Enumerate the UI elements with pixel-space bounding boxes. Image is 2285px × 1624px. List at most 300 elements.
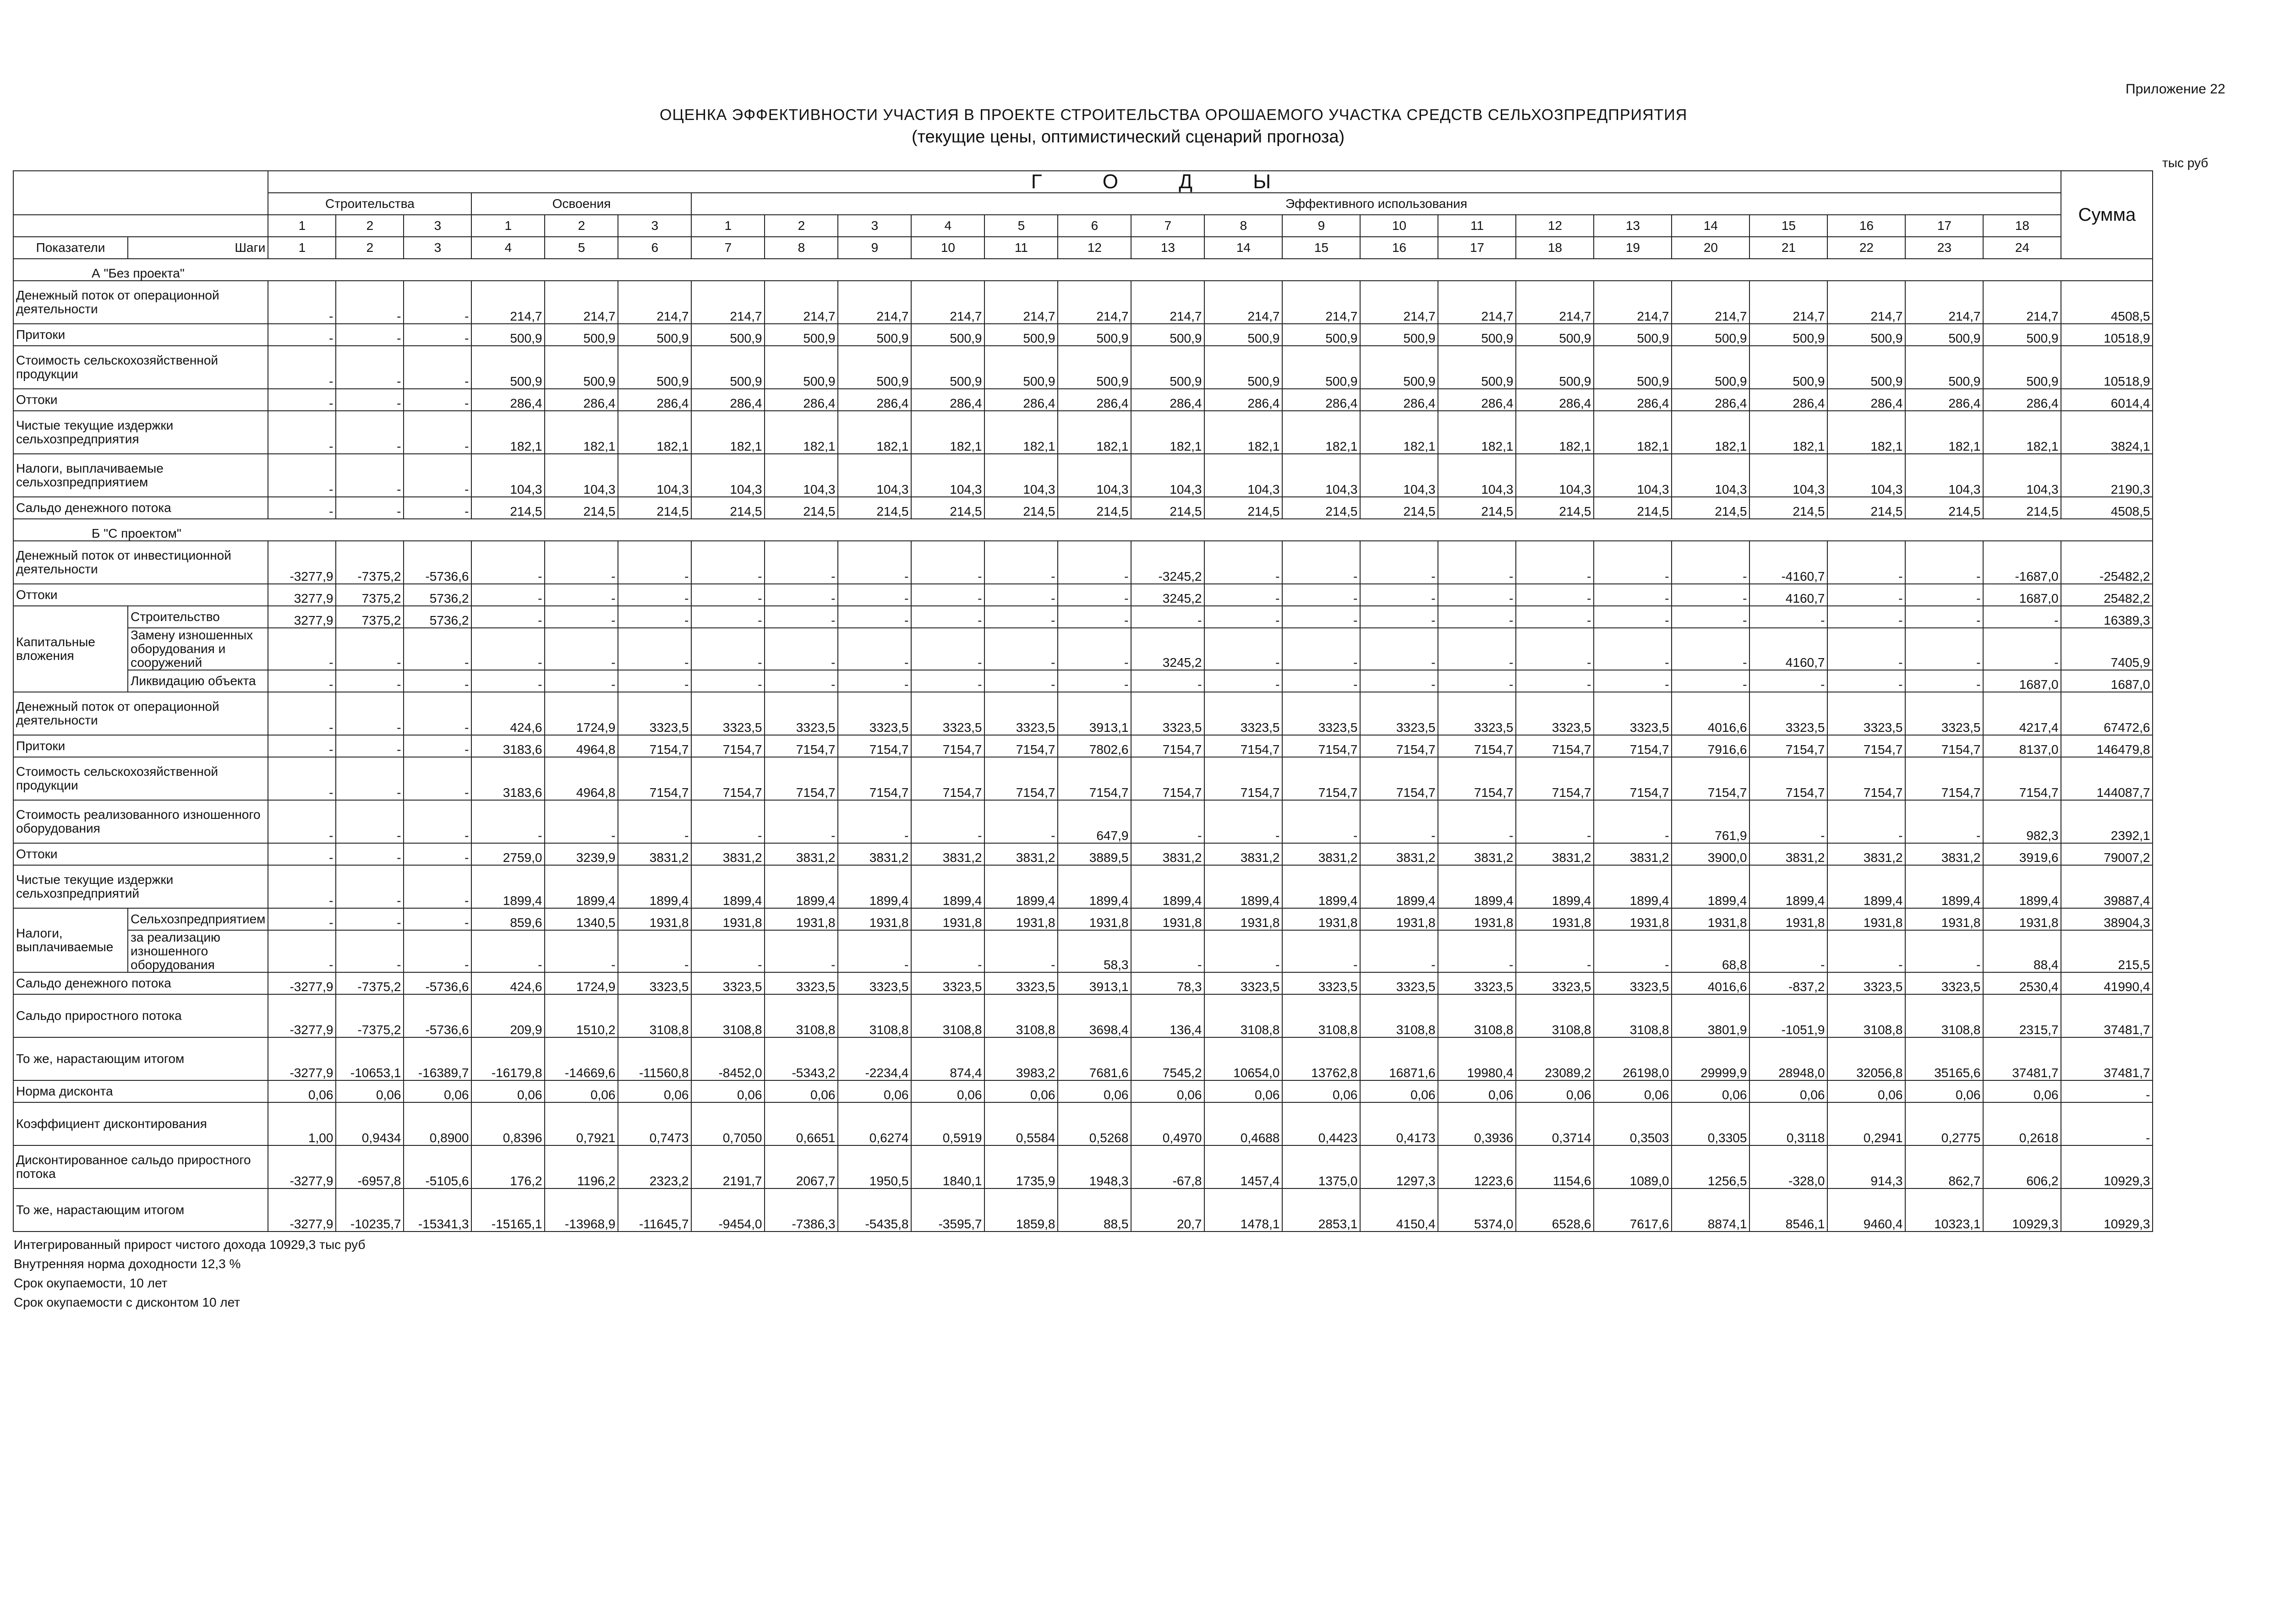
value-cell: 2759,0 xyxy=(471,843,545,865)
value-cell: 104,3 xyxy=(838,454,911,497)
step-number: 20 xyxy=(1672,237,1749,259)
value-cell: 7154,7 xyxy=(1360,757,1438,800)
value-cell: 1724,9 xyxy=(545,972,618,994)
value-cell: 286,4 xyxy=(1204,389,1282,411)
value-cell: -16179,8 xyxy=(471,1037,545,1080)
value-cell: 182,1 xyxy=(1204,411,1282,454)
value-cell: - xyxy=(471,541,545,584)
phase-year: 3 xyxy=(618,215,691,237)
value-cell: 286,4 xyxy=(691,389,765,411)
value-cell: 4150,4 xyxy=(1360,1188,1438,1232)
value-cell: 10654,0 xyxy=(1204,1037,1282,1080)
value-cell: 7154,7 xyxy=(691,735,765,757)
table-row xyxy=(13,994,2153,1037)
value-cell: - xyxy=(1672,584,1749,606)
value-cell: - xyxy=(268,346,336,389)
value-cell: - xyxy=(1827,800,1905,843)
value-cell: -11560,8 xyxy=(618,1037,691,1080)
sum-cell: 79007,2 xyxy=(2061,843,2153,865)
value-cell: 1687,0 xyxy=(1983,670,2061,692)
value-cell: 1931,8 xyxy=(911,908,984,930)
value-cell: 4964,8 xyxy=(545,757,618,800)
value-cell: 3108,8 xyxy=(1204,994,1282,1037)
value-cell: 0,2775 xyxy=(1905,1102,1983,1145)
value-cell: - xyxy=(1983,606,2061,628)
value-cell: 1,00 xyxy=(268,1102,336,1145)
table-row xyxy=(13,1080,2153,1102)
value-cell: 13762,8 xyxy=(1282,1037,1360,1080)
value-cell: - xyxy=(404,324,471,346)
value-cell: - xyxy=(336,497,404,519)
value-cell: 214,7 xyxy=(1058,281,1131,324)
value-cell: - xyxy=(838,628,911,670)
value-cell: - xyxy=(1516,628,1594,670)
value-cell: 214,5 xyxy=(1672,497,1749,519)
value-cell: 424,6 xyxy=(471,692,545,735)
row-sub-label: Ликвидацию объекта xyxy=(128,670,268,692)
row-label: Сальдо приростного потока xyxy=(13,994,268,1037)
value-cell: 1931,8 xyxy=(984,908,1058,930)
value-cell: 214,5 xyxy=(1905,497,1983,519)
value-cell: 1931,8 xyxy=(1282,908,1360,930)
value-cell: 500,9 xyxy=(1131,346,1204,389)
value-cell: 214,5 xyxy=(1827,497,1905,519)
value-cell: 214,7 xyxy=(1905,281,1983,324)
value-cell: 1899,4 xyxy=(1516,865,1594,908)
footer-note: Внутренняя норма доходности 12,3 % xyxy=(14,1257,241,1271)
value-cell: - xyxy=(618,584,691,606)
value-cell: - xyxy=(404,930,471,972)
value-cell: 182,1 xyxy=(618,411,691,454)
sum-cell: 1687,0 xyxy=(2061,670,2153,692)
value-cell: 3323,5 xyxy=(765,972,838,994)
value-cell: -5736,6 xyxy=(404,541,471,584)
value-cell: 1931,8 xyxy=(1983,908,2061,930)
value-cell: - xyxy=(336,735,404,757)
value-cell: 5736,2 xyxy=(404,606,471,628)
value-cell: - xyxy=(911,541,984,584)
value-cell: -11645,7 xyxy=(618,1188,691,1232)
value-cell: - xyxy=(1282,670,1360,692)
value-cell: 286,4 xyxy=(1131,389,1204,411)
value-cell: 3831,2 xyxy=(1594,843,1672,865)
value-cell: 104,3 xyxy=(1204,454,1282,497)
table-row xyxy=(13,843,2153,865)
header-row-steps xyxy=(13,237,2153,259)
value-cell: - xyxy=(268,930,336,972)
value-cell: - xyxy=(268,800,336,843)
value-cell: 214,5 xyxy=(1516,497,1594,519)
value-cell: - xyxy=(1360,606,1438,628)
value-cell: 7154,7 xyxy=(1516,757,1594,800)
efficiency-table xyxy=(13,170,2153,1232)
phase-year: 10 xyxy=(1360,215,1438,237)
phase-year: 7 xyxy=(1131,215,1204,237)
value-cell: - xyxy=(471,800,545,843)
value-cell: - xyxy=(1438,670,1516,692)
value-cell: 500,9 xyxy=(984,346,1058,389)
value-cell: 214,7 xyxy=(691,281,765,324)
value-cell: 32056,8 xyxy=(1827,1037,1905,1080)
value-cell: - xyxy=(268,281,336,324)
table-row xyxy=(13,497,2153,519)
value-cell: 0,06 xyxy=(1749,1080,1827,1102)
header-row-phase-years xyxy=(13,215,2153,237)
value-cell: -7375,2 xyxy=(336,541,404,584)
value-cell: 214,7 xyxy=(765,281,838,324)
value-cell: 28948,0 xyxy=(1749,1037,1827,1080)
value-cell: - xyxy=(1672,541,1749,584)
value-cell: 7154,7 xyxy=(1058,757,1131,800)
value-cell: 7154,7 xyxy=(765,757,838,800)
value-cell: 182,1 xyxy=(1360,411,1438,454)
value-cell: 1931,8 xyxy=(1672,908,1749,930)
step-number: 4 xyxy=(471,237,545,259)
step-number: 6 xyxy=(618,237,691,259)
value-cell: 3831,2 xyxy=(911,843,984,865)
value-cell: - xyxy=(1438,606,1516,628)
sum-cell: 3824,1 xyxy=(2061,411,2153,454)
value-cell: 3831,2 xyxy=(1131,843,1204,865)
value-cell: 3831,2 xyxy=(1516,843,1594,865)
value-cell: 500,9 xyxy=(1594,346,1672,389)
indicators-header: Показатели xyxy=(13,237,128,259)
value-cell: 3108,8 xyxy=(1905,994,1983,1037)
value-cell: - xyxy=(1672,606,1749,628)
value-cell: 3889,5 xyxy=(1058,843,1131,865)
value-cell: - xyxy=(1905,606,1983,628)
value-cell: - xyxy=(1905,800,1983,843)
value-cell: 1478,1 xyxy=(1204,1188,1282,1232)
value-cell: 3831,2 xyxy=(1438,843,1516,865)
value-cell: 3831,2 xyxy=(1749,843,1827,865)
value-cell: 3913,1 xyxy=(1058,692,1131,735)
step-number: 5 xyxy=(545,237,618,259)
value-cell: 16871,6 xyxy=(1360,1037,1438,1080)
value-cell: 0,2941 xyxy=(1827,1102,1905,1145)
step-number: 19 xyxy=(1594,237,1672,259)
value-cell: 209,9 xyxy=(471,994,545,1037)
value-cell: 3323,5 xyxy=(984,692,1058,735)
row-label: Коэффициент дисконтирования xyxy=(13,1102,268,1145)
value-cell: - xyxy=(1516,670,1594,692)
value-cell: 0,8396 xyxy=(471,1102,545,1145)
value-cell: - xyxy=(404,757,471,800)
value-cell: -3277,9 xyxy=(268,1145,336,1188)
value-cell: 3108,8 xyxy=(1827,994,1905,1037)
footer-note: Срок окупаемости, 10 лет xyxy=(14,1276,168,1290)
value-cell: 8874,1 xyxy=(1672,1188,1749,1232)
value-cell: - xyxy=(618,800,691,843)
value-cell: - xyxy=(1672,628,1749,670)
value-cell: -1687,0 xyxy=(1983,541,2061,584)
value-cell: 214,7 xyxy=(838,281,911,324)
value-cell: - xyxy=(404,800,471,843)
value-cell: 1931,8 xyxy=(1438,908,1516,930)
row-label: Оттоки xyxy=(13,843,268,865)
value-cell: 0,06 xyxy=(1827,1080,1905,1102)
value-cell: -5435,8 xyxy=(838,1188,911,1232)
value-cell: 1931,8 xyxy=(1905,908,1983,930)
value-cell: 3323,5 xyxy=(691,972,765,994)
value-cell: 1899,4 xyxy=(1058,865,1131,908)
phase-year: 11 xyxy=(1438,215,1516,237)
value-cell: 0,06 xyxy=(471,1080,545,1102)
value-cell: - xyxy=(545,541,618,584)
value-cell: 0,4173 xyxy=(1360,1102,1438,1145)
value-cell: 0,06 xyxy=(911,1080,984,1102)
step-number: 11 xyxy=(984,237,1058,259)
value-cell: 182,1 xyxy=(838,411,911,454)
phase-year: 12 xyxy=(1516,215,1594,237)
value-cell: 0,06 xyxy=(765,1080,838,1102)
value-cell: 3831,2 xyxy=(1204,843,1282,865)
value-cell: 7154,7 xyxy=(984,757,1058,800)
header-blank xyxy=(13,215,268,237)
value-cell: 7154,7 xyxy=(1131,757,1204,800)
value-cell: - xyxy=(1827,584,1905,606)
value-cell: 3831,2 xyxy=(1905,843,1983,865)
value-cell: 500,9 xyxy=(545,324,618,346)
phase-year: 1 xyxy=(268,215,336,237)
value-cell: - xyxy=(1282,541,1360,584)
header-row-years xyxy=(13,171,2153,193)
value-cell: 7375,2 xyxy=(336,606,404,628)
value-cell: 29999,9 xyxy=(1672,1037,1749,1080)
value-cell: 424,6 xyxy=(471,972,545,994)
sum-cell: 16389,3 xyxy=(2061,606,2153,628)
step-number: 2 xyxy=(336,237,404,259)
value-cell: 7154,7 xyxy=(1516,735,1594,757)
step-number: 15 xyxy=(1282,237,1360,259)
value-cell: 214,5 xyxy=(691,497,765,519)
value-cell: 286,4 xyxy=(1516,389,1594,411)
value-cell: 1948,3 xyxy=(1058,1145,1131,1188)
value-cell: 7154,7 xyxy=(1282,757,1360,800)
value-cell: - xyxy=(268,389,336,411)
value-cell: 500,9 xyxy=(1282,346,1360,389)
row-sub-label: Строительство xyxy=(128,606,268,628)
value-cell: 500,9 xyxy=(1905,346,1983,389)
value-cell: 214,5 xyxy=(1131,497,1204,519)
value-cell: 3323,5 xyxy=(1905,692,1983,735)
value-cell: 1899,4 xyxy=(1827,865,1905,908)
value-cell: - xyxy=(336,670,404,692)
row-label: Стоимость сельскохозяйственной продукции xyxy=(13,346,268,389)
phase-year: 15 xyxy=(1749,215,1827,237)
value-cell: 1950,5 xyxy=(838,1145,911,1188)
value-cell: - xyxy=(1594,628,1672,670)
value-cell: 104,3 xyxy=(545,454,618,497)
value-cell: - xyxy=(618,628,691,670)
value-cell: 500,9 xyxy=(1360,324,1438,346)
value-cell: 500,9 xyxy=(1282,324,1360,346)
steps-header: Шаги xyxy=(128,237,268,259)
value-cell: 3277,9 xyxy=(268,606,336,628)
value-cell: 182,1 xyxy=(1672,411,1749,454)
value-cell: 2315,7 xyxy=(1983,994,2061,1037)
value-cell: 214,7 xyxy=(1131,281,1204,324)
value-cell: - xyxy=(268,757,336,800)
value-cell: 214,7 xyxy=(1204,281,1282,324)
value-cell: - xyxy=(1827,670,1905,692)
value-cell: 0,5584 xyxy=(984,1102,1058,1145)
value-cell: - xyxy=(471,584,545,606)
value-cell: 3108,8 xyxy=(838,994,911,1037)
value-cell: 4016,6 xyxy=(1672,972,1749,994)
value-cell: - xyxy=(1516,800,1594,843)
section-without-project xyxy=(13,259,2153,281)
value-cell: -3277,9 xyxy=(268,1188,336,1232)
value-cell: 104,3 xyxy=(1131,454,1204,497)
sum-cell: 38904,3 xyxy=(2061,908,2153,930)
value-cell: -5343,2 xyxy=(765,1037,838,1080)
value-cell: 3900,0 xyxy=(1672,843,1749,865)
value-cell: 1899,4 xyxy=(471,865,545,908)
value-cell: 0,06 xyxy=(1905,1080,1983,1102)
value-cell: 3323,5 xyxy=(1827,692,1905,735)
value-cell: 3919,6 xyxy=(1983,843,2061,865)
value-cell: - xyxy=(404,454,471,497)
phase-year: 4 xyxy=(911,215,984,237)
value-cell: 214,7 xyxy=(618,281,691,324)
value-cell: -8452,0 xyxy=(691,1037,765,1080)
value-cell: - xyxy=(1360,800,1438,843)
phase-year: 9 xyxy=(1282,215,1360,237)
value-cell: 1931,8 xyxy=(1058,908,1131,930)
value-cell: 3323,5 xyxy=(1749,692,1827,735)
sum-cell: 37481,7 xyxy=(2061,1037,2153,1080)
value-cell: 37481,7 xyxy=(1983,1037,2061,1080)
value-cell: 7154,7 xyxy=(911,757,984,800)
value-cell: 7154,7 xyxy=(1594,735,1672,757)
value-cell: 182,1 xyxy=(545,411,618,454)
value-cell: 3239,9 xyxy=(545,843,618,865)
value-cell: 7154,7 xyxy=(1749,735,1827,757)
value-cell: -3245,2 xyxy=(1131,541,1204,584)
value-cell: 1899,4 xyxy=(545,865,618,908)
value-cell: - xyxy=(1905,584,1983,606)
value-cell: 500,9 xyxy=(471,324,545,346)
value-cell: - xyxy=(765,584,838,606)
table-row xyxy=(13,1037,2153,1080)
value-cell: 7154,7 xyxy=(1131,735,1204,757)
value-cell: 2530,4 xyxy=(1983,972,2061,994)
row-label: Чистые текущие издержки сельхозпредприятия xyxy=(13,411,268,454)
value-cell: 214,5 xyxy=(1204,497,1282,519)
value-cell: - xyxy=(268,670,336,692)
value-cell: 8546,1 xyxy=(1749,1188,1827,1232)
value-cell: - xyxy=(268,908,336,930)
value-cell: 1089,0 xyxy=(1594,1145,1672,1188)
value-cell: - xyxy=(838,606,911,628)
value-cell: 286,4 xyxy=(1905,389,1983,411)
value-cell: 0,7473 xyxy=(618,1102,691,1145)
table-row xyxy=(13,972,2153,994)
value-cell: - xyxy=(984,606,1058,628)
value-cell: - xyxy=(911,670,984,692)
value-cell: - xyxy=(691,541,765,584)
value-cell: - xyxy=(404,908,471,930)
value-cell: 500,9 xyxy=(1983,346,2061,389)
document-title: ОЦЕНКА ЭФФЕКТИВНОСТИ УЧАСТИЯ В ПРОЕКТЕ СТРОИТЕЛЬСТВА ОРОШАЕМОГО УЧАСТКА СРЕДСТВ СЕЛЬХОЗПРЕДПРИЯТИЯ xyxy=(660,106,1688,124)
value-cell: 2191,7 xyxy=(691,1145,765,1188)
phase-construction: Строительства xyxy=(268,193,471,215)
value-cell: 500,9 xyxy=(1827,324,1905,346)
value-cell: 500,9 xyxy=(1438,346,1516,389)
value-cell: 7154,7 xyxy=(691,757,765,800)
value-cell: -2234,4 xyxy=(838,1037,911,1080)
value-cell: - xyxy=(765,800,838,843)
value-cell: 500,9 xyxy=(1672,346,1749,389)
value-cell: 3183,6 xyxy=(471,735,545,757)
value-cell: 0,9434 xyxy=(336,1102,404,1145)
value-cell: - xyxy=(336,930,404,972)
value-cell: 214,7 xyxy=(1360,281,1438,324)
value-cell: 1297,3 xyxy=(1360,1145,1438,1188)
table-row xyxy=(13,628,2153,670)
value-cell: 500,9 xyxy=(618,346,691,389)
value-cell: - xyxy=(545,628,618,670)
value-cell: - xyxy=(404,411,471,454)
value-cell: 500,9 xyxy=(691,324,765,346)
value-cell: -1051,9 xyxy=(1749,994,1827,1037)
value-cell: 3323,5 xyxy=(838,692,911,735)
value-cell: 104,3 xyxy=(911,454,984,497)
value-cell: - xyxy=(1204,930,1282,972)
value-cell: 862,7 xyxy=(1905,1145,1983,1188)
value-cell: - xyxy=(1058,584,1131,606)
value-cell: 182,1 xyxy=(471,411,545,454)
row-label: То же, нарастающим итогом xyxy=(13,1188,268,1232)
value-cell: 1840,1 xyxy=(911,1145,984,1188)
value-cell: 214,5 xyxy=(471,497,545,519)
value-cell: - xyxy=(1827,930,1905,972)
value-cell: - xyxy=(838,541,911,584)
value-cell: 0,06 xyxy=(691,1080,765,1102)
value-cell: - xyxy=(765,606,838,628)
phase-year: 1 xyxy=(471,215,545,237)
value-cell: -3595,7 xyxy=(911,1188,984,1232)
value-cell: 4160,7 xyxy=(1749,628,1827,670)
value-cell: 7154,7 xyxy=(984,735,1058,757)
step-number: 9 xyxy=(838,237,911,259)
units-label: тыс руб xyxy=(2162,156,2208,170)
sum-cell: 144087,7 xyxy=(2061,757,2153,800)
table-row xyxy=(13,735,2153,757)
value-cell: 0,3118 xyxy=(1749,1102,1827,1145)
value-cell: 0,8900 xyxy=(404,1102,471,1145)
value-cell: 3108,8 xyxy=(984,994,1058,1037)
document-subtitle: (текущие цены, оптимистический сценарий прогноза) xyxy=(912,127,1345,147)
value-cell: 182,1 xyxy=(984,411,1058,454)
value-cell: 0,3503 xyxy=(1594,1102,1672,1145)
sum-header: Сумма xyxy=(2061,171,2153,259)
value-cell: 7916,6 xyxy=(1672,735,1749,757)
value-cell: - xyxy=(1360,930,1438,972)
value-cell: - xyxy=(1058,628,1131,670)
phase-year: 3 xyxy=(404,215,471,237)
value-cell: - xyxy=(471,930,545,972)
value-cell: 500,9 xyxy=(1827,346,1905,389)
value-cell: 500,9 xyxy=(911,346,984,389)
phase-development: Освоения xyxy=(471,193,691,215)
value-cell: - xyxy=(1594,800,1672,843)
value-cell: -837,2 xyxy=(1749,972,1827,994)
value-cell: 182,1 xyxy=(1438,411,1516,454)
value-cell: 1899,4 xyxy=(984,865,1058,908)
value-cell: - xyxy=(1438,930,1516,972)
